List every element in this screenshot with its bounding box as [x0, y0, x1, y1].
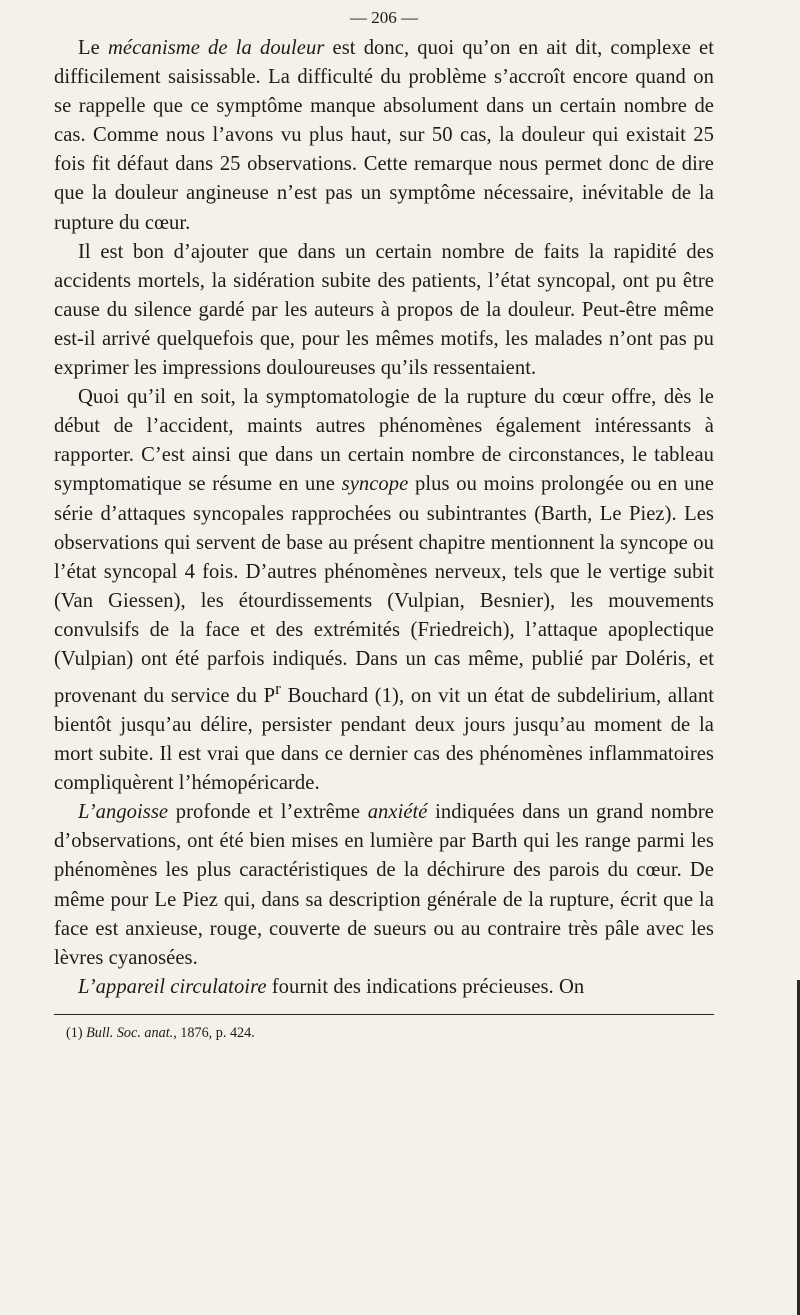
italic-term: syncope [341, 473, 409, 496]
superscript: r [275, 679, 281, 699]
italic-term: anxiété [367, 801, 428, 824]
page-number: — 206 — [350, 8, 418, 27]
italic-term: L’appareil circulatoire [78, 975, 267, 998]
footnote-text: , 1876, p. 424. [173, 1024, 255, 1041]
italic-term: L’angoisse [78, 801, 169, 824]
text-run: Bouchard (1), on vit un état de subdelirium, allant bientôt jusqu’au délire, persister pendant deux jours jusqu’au moment de la mort subite. Il est vrai que dans ce dernier cas des phénomènes inflammatoires compliquèrent l’hémopéricarde. [54, 684, 714, 795]
footnote [54, 1024, 714, 1042]
text-run: profonde et l’extrême [168, 801, 368, 824]
text-run: est donc, quoi qu’on en ait dit, complexe et difficilement saisissable. La difficulté du problème s’accroît encore quand on se rappelle que ce symptôme manque absolument dans un certain nombre de cas. Comme nous l’avons vu plus haut, sur 50 cas, la douleur qui existait 25 fois fit défaut dans 25 observations. Cette remarque nous permet donc de dire que la douleur angineuse n’est pas un symptôme nécessaire, inévitable de la rupture du cœur. [54, 37, 714, 234]
paragraph-silence-on-pain [54, 238, 714, 383]
paragraph-pain-mechanism [54, 34, 714, 238]
italic-term: mécanisme de la douleur [107, 37, 325, 59]
footnote-source: Bull. Soc. anat. [86, 1024, 174, 1041]
text-run: indiquées dans un grand nombre d’observations, ont été bien mises en lumière par Barth qui les range parmi les phénomènes les plus caractéristiques de la déchirure des parois du cœur. De même pour Le Piez qui, dans sa description générale de la rupture, écrit que la face est anxieuse, rouge, couverte de sueurs ou au contraire très pâle avec les lèvres cyanosées. [54, 801, 715, 969]
text-run: Quoi qu’il en soit, la symptomatologie de la rupture du cœur offre, dès le début de l’accident, maints autres phénomènes également intéressants à rapporter. C’est ainsi que dans un certain nombre de circonstances, le tableau symptomatique se résume en une [54, 386, 714, 496]
body-text [54, 34, 714, 1002]
text-run: Il est bon d’ajouter que dans un certain nombre de faits la rapidité des accidents mortels, la sidération subite des patients, l’état syncopal, ont pu être cause du silence gardé par les auteurs à propos de la douleur. Peut-être même est-il arrivé quelquefois que, pour les mêmes motifs, les malades n’ont pas pu exprimer les impressions douloureuses qu’ils ressentaient. [54, 240, 714, 380]
paragraph-anguish [54, 798, 714, 973]
text-run: plus ou moins prolongée ou en une série d’attaques syncopales rapprochées ou subintrantes (Barth, Le Piez). Les observations qui servent de base au présent chapitre mentionnent la syncope ou l’état syncopal 4 fois. D’autres phénomènes nerveux, tels que le vertige subit (Van Giessen), les étourdissements (Vulpian, Besnier), les mouvements convulsifs de la face et des extrémités (Friedreich), l’attaque apoplectique (Vulpian) ont été parfois indiqués. Dans un cas même, publié par Doléris, et provenant du service du P [54, 473, 714, 707]
footnote-divider [54, 1014, 714, 1015]
footnote-marker: (1) [66, 1024, 87, 1041]
paragraph-circulatory [54, 973, 714, 1002]
paragraph-syncope [54, 383, 714, 798]
text-run: Le [78, 37, 108, 59]
text-run: fournit des indications précieuses. On [266, 975, 585, 998]
